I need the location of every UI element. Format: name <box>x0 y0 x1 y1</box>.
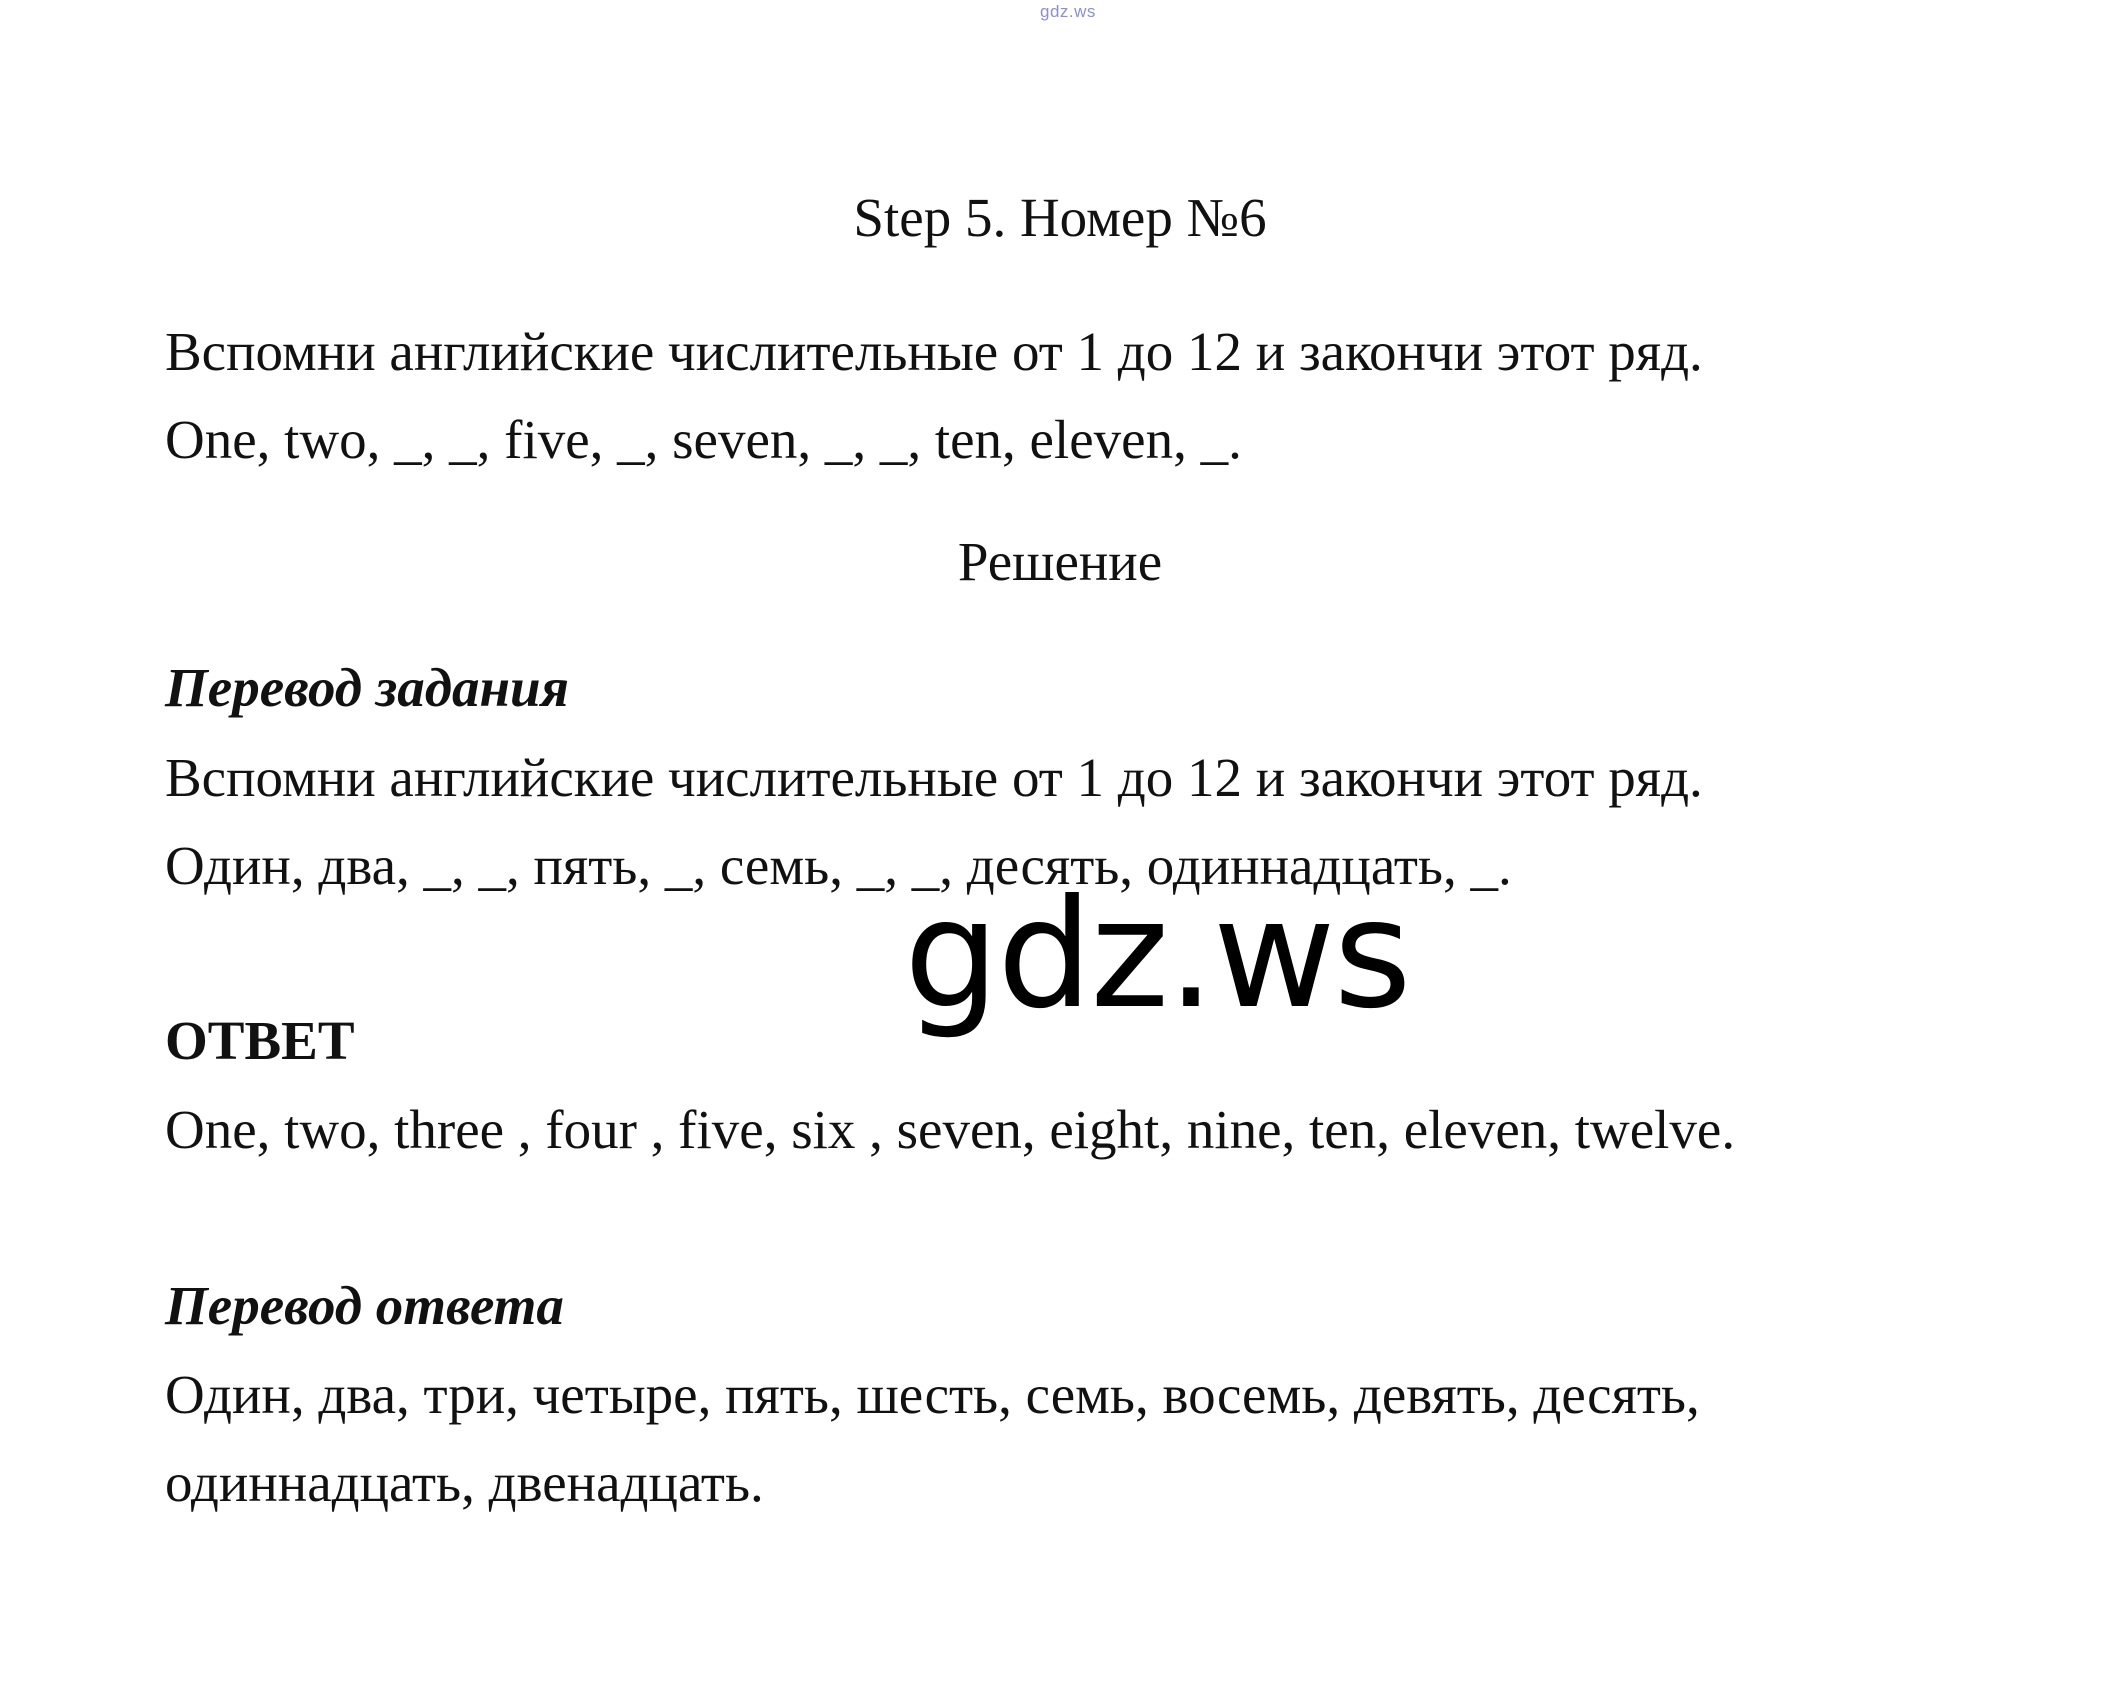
answer-translation-heading: Перевод ответа <box>165 1275 564 1336</box>
answer-translation-line-1: Один, два, три, четыре, пять, шесть, семь, восемь, девять, десять, <box>165 1364 1700 1425</box>
task-translation-instruction: Вспомни английские числительные от 1 до 12 и закончи этот ряд. <box>165 747 1703 808</box>
site-watermark: gdz.ws <box>904 868 1410 1042</box>
task-translation-sequence: Один, два, _, _, пять, _, семь, _, _, десять, одиннадцать, _. <box>165 835 1512 896</box>
answer-text: One, two, three , four , five, six , seven, eight, nine, ten, eleven, twelve. <box>165 1099 1736 1160</box>
top-watermark-label: gdz.ws <box>1040 2 1096 21</box>
answer-translation-line-2: одиннадцать, двенадцать. <box>165 1452 764 1513</box>
answer-heading: ОТВЕТ <box>165 1010 355 1071</box>
task-translation-heading: Перевод задания <box>165 657 569 718</box>
task-sequence: One, two, _, _, five, _, seven, _, _, ten, eleven, _. <box>165 409 1242 470</box>
solution-heading: Решение <box>957 531 1163 592</box>
task-instruction: Вспомни английские числительные от 1 до 12 и закончи этот ряд. <box>165 321 1703 382</box>
page-title: Step 5. Номер №6 <box>853 187 1267 248</box>
